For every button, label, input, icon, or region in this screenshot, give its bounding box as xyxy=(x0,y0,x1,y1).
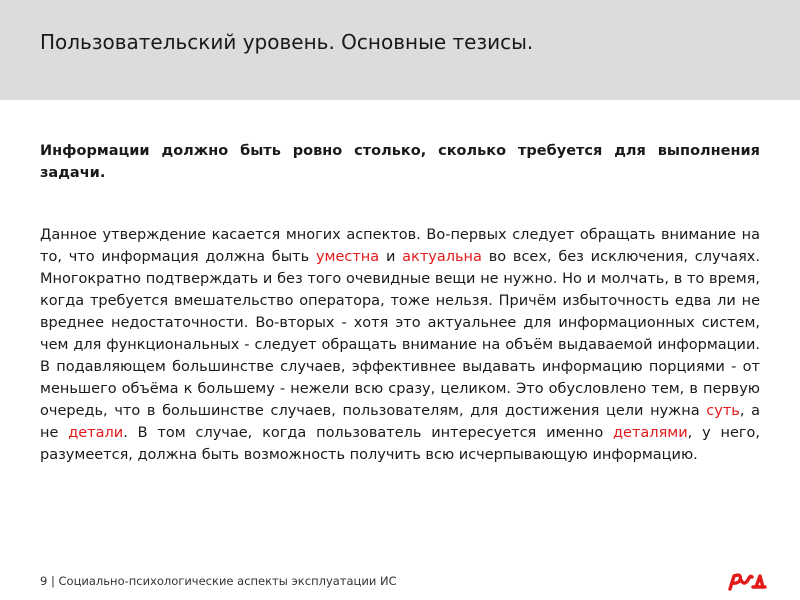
title-bar xyxy=(0,0,800,100)
body-paragraph xyxy=(40,224,760,466)
highlight-term: суть xyxy=(706,403,740,419)
paragraph-text: , а не xyxy=(40,403,760,441)
footer-caption: 9 | Социально-психологические аспекты эксплуатации ИС xyxy=(40,574,397,588)
highlight-term: актуальна xyxy=(402,249,482,265)
slide-title: Пользовательский уровень. Основные тезисы. xyxy=(40,30,534,54)
rzd-logo-icon xyxy=(724,570,768,592)
lead-statement: Информации должно быть ровно столько, сколько требуется для выполнения задачи. xyxy=(40,143,760,181)
highlight-term: деталями xyxy=(613,425,688,441)
paragraph-text: . В том случае, когда пользователь интересуется именно xyxy=(123,425,614,441)
paragraph-text: и xyxy=(379,249,403,265)
paragraph-text: , у него, разумеется, должна быть возможность получить всю исчерпывающую информацию. xyxy=(40,425,760,463)
highlight-term: уместна xyxy=(315,249,380,265)
paragraph-text: Данное утверждение касается многих аспектов. Во-первых следует обращать внимание на то, что информация должна быть xyxy=(40,227,760,265)
highlight-term: детали xyxy=(68,425,124,441)
paragraph-text: во всех, без исключения, случаях. Многократно подтверждать и без того очевидные вещи не нужно. Но и молчать, в то время, когда требуется вмешательство оператора, тоже нельзя. Причём избыточность едва ли не вреднее недостаточности. Во-вторых - хотя это актуальнее для информационных систем, чем для функциональных - следует обращать внимание на объём выдаваемой информации. В подавляющем большинстве случаев, эффективнее выдавать информацию порциями - от меньшего объёма к большему - нежели всю сразу, целиком. Это обусловлено тем, в первую очередь, что в большинстве случаев, пользователям, для достижения цели нужна xyxy=(40,249,760,419)
